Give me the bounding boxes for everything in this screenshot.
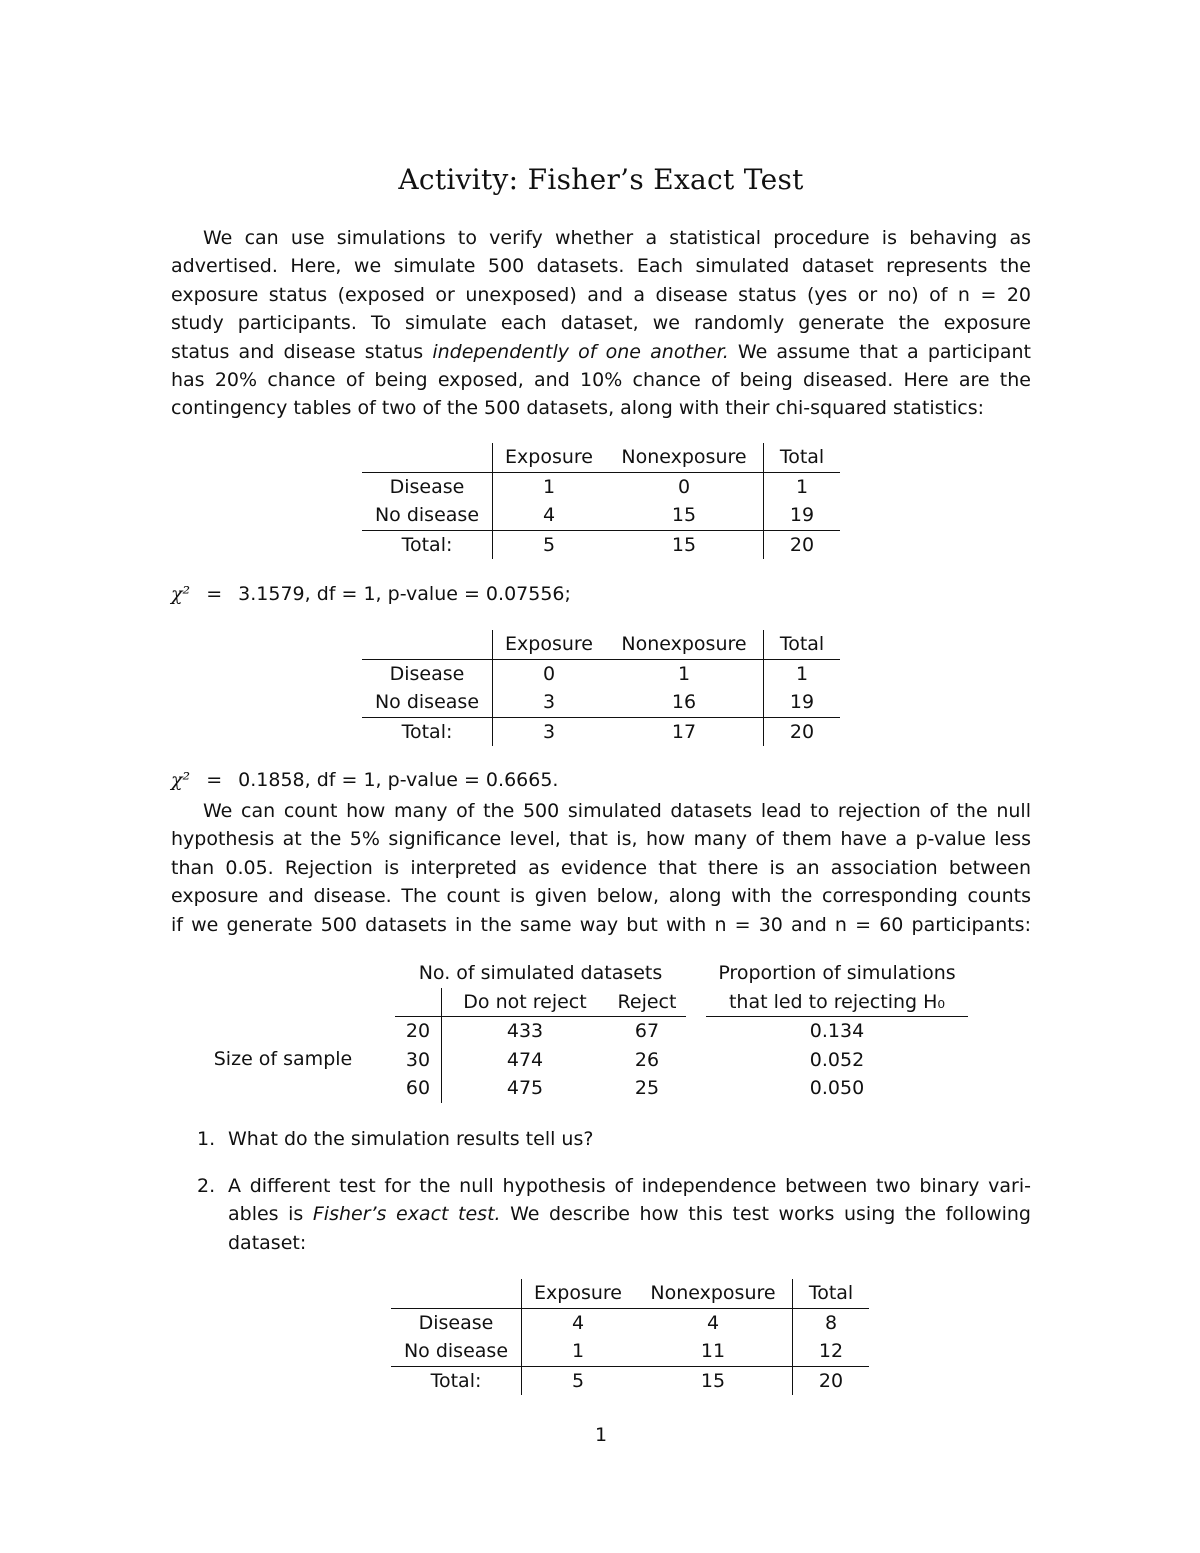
page-title: Activity: Fisher’s Exact Test [398, 163, 804, 196]
table-cell: 1 [522, 1337, 635, 1366]
middle-line: if we generate 500 datasets in the same way but with n = 30 and n = 60 participants: [171, 913, 1031, 936]
table-cell: 16 [671, 691, 697, 713]
stat-value: 0.1858, df = 1, p-value = 0.6665. [238, 769, 559, 791]
middle-paragraph [171, 797, 1031, 939]
table-row [362, 659, 840, 688]
table-row [362, 501, 840, 530]
table-cell: 19 [764, 501, 841, 530]
table-cell: 4 [522, 1308, 635, 1337]
row-label: Disease [418, 1311, 494, 1334]
table-header-cell [362, 443, 493, 472]
table-header-cell [362, 630, 493, 659]
sample-size: 60 [405, 1077, 431, 1099]
intro-line: exposure status (exposed or unexposed) and a disease status (yes or no) of n = 20 [171, 283, 1031, 306]
row-label: Disease [389, 662, 465, 685]
question-2 [171, 1172, 1031, 1262]
row-label: Total: [362, 530, 493, 559]
col-header-do-not-reject: Do not reject [442, 988, 609, 1017]
table-header-cell [391, 1279, 522, 1308]
table-header-cell: Nonexposure [605, 630, 764, 659]
table-cell: 1 [764, 472, 841, 501]
table-cell: 19 [764, 688, 841, 717]
table-cell: 0 [493, 659, 606, 688]
question-number: 2. [197, 1175, 216, 1197]
table-cell: 4 [706, 1311, 720, 1334]
table-cell: 20 [764, 717, 841, 746]
chi-symbol: χ² [171, 769, 191, 791]
chi-symbol: χ² [171, 583, 191, 605]
question-1 [171, 1125, 1031, 1155]
table-cell: 26 [634, 1048, 660, 1071]
table-cell: 5 [493, 530, 606, 559]
table-cell: 3 [493, 717, 606, 746]
table-cell: 5 [522, 1366, 635, 1395]
table-header-cell: Total [764, 443, 841, 472]
table-cell: 20 [793, 1366, 870, 1395]
middle-line: We can count how many of the 500 simulated datasets lead to rejection of the null [203, 800, 1031, 822]
row-label: Total: [391, 1366, 522, 1395]
question-text: What do the simulation results tell us? [228, 1128, 594, 1150]
intro-text: status and disease status [171, 340, 424, 363]
intro-paragraph [171, 224, 1031, 423]
table-cell: 17 [605, 717, 764, 746]
group-header: No. of simulated datasets [418, 962, 663, 984]
sample-size: 30 [405, 1048, 431, 1071]
table-cell: 25 [634, 1077, 660, 1099]
table-header-cell: Exposure [522, 1279, 635, 1308]
table-header-cell: Nonexposure [605, 443, 764, 472]
table-cell: 15 [634, 1366, 793, 1395]
table-cell: 0.050 [809, 1077, 865, 1099]
table-cell: 4 [493, 501, 606, 530]
table-header-cell: Nonexposure [634, 1279, 793, 1308]
table-cell: 1 [677, 662, 691, 685]
table-cell: 15 [671, 504, 697, 526]
sample-size: 20 [405, 1020, 431, 1042]
contingency-table-2 [362, 630, 840, 746]
intro-line: study participants. To simulate each dataset, we randomly generate the exposure [171, 312, 1031, 335]
intro-line: advertised. Here, we simulate 500 datasets. Each simulated dataset represents the [171, 255, 1031, 278]
table-row [391, 1308, 869, 1337]
contingency-table-3 [391, 1279, 869, 1395]
table-cell: 20 [764, 530, 841, 559]
question-text-part: We describe how this test works using the following [500, 1203, 1031, 1226]
row-label: Total: [362, 717, 493, 746]
intro-text: We assume that a participant [728, 340, 1031, 363]
table-cell: 0 [677, 475, 691, 498]
table-cell: 475 [442, 1074, 609, 1103]
table-row [362, 717, 840, 746]
question-line: dataset: [228, 1231, 307, 1254]
table-row [362, 688, 840, 717]
question-line [228, 1200, 1031, 1228]
table-cell: 1 [764, 659, 841, 688]
proportion-header: that led to rejecting H₀ [706, 988, 968, 1017]
middle-line: exposure and disease. The count is given below, along with the corresponding counts [171, 885, 1031, 908]
row-group-label: Size of sample [213, 1048, 353, 1071]
table-cell: 15 [605, 530, 764, 559]
intro-line: has 20% chance of being exposed, and 10% chance of being diseased. Here are the [171, 369, 1031, 392]
col-header-reject: Reject [608, 988, 686, 1017]
row-label: Disease [389, 475, 465, 498]
question-line: A different test for the null hypothesis of independence between two binary vari- [228, 1175, 1031, 1197]
row-label: No disease [374, 691, 480, 713]
table-row [171, 1017, 968, 1046]
question-number: 1. [197, 1128, 216, 1150]
question-text [228, 1172, 1031, 1257]
table-cell: 8 [793, 1308, 870, 1337]
intro-line: We can use simulations to verify whether a statistical procedure is behaving as [203, 227, 1031, 249]
intro-line: contingency tables of two of the 500 datasets, along with their chi-squared statistics: [171, 397, 985, 420]
table-cell: 11 [700, 1340, 726, 1362]
equals-sign: = [206, 769, 223, 791]
table-cell: 433 [442, 1017, 609, 1046]
table-cell: 0.052 [809, 1048, 865, 1071]
simulation-results-table [171, 959, 968, 1103]
table-cell: 67 [634, 1020, 660, 1042]
table-cell: 474 [442, 1046, 609, 1075]
table-cell: 12 [793, 1337, 870, 1366]
row-label: No disease [403, 1340, 509, 1362]
table-cell: 0.134 [809, 1020, 865, 1042]
fishers-exact-test-term: Fisher’s exact test. [312, 1203, 501, 1226]
chi-squared-result-1 [171, 583, 571, 605]
stat-value: 3.1579, df = 1, p-value = 0.07556; [238, 583, 571, 605]
intro-italic-phrase: independently of one another. [432, 340, 729, 363]
table-cell: 1 [493, 472, 606, 501]
middle-line: than 0.05. Rejection is interpreted as evidence that there is an association between [171, 856, 1031, 879]
contingency-table-1 [362, 443, 840, 559]
chi-squared-result-2 [171, 769, 558, 791]
table-header-cell: Exposure [493, 443, 606, 472]
intro-line [171, 338, 1031, 366]
question-text-part: ables is [228, 1203, 313, 1226]
equals-sign: = [206, 583, 223, 605]
page-number: 1 [594, 1424, 608, 1446]
table-row [391, 1337, 869, 1366]
row-label: No disease [374, 504, 480, 526]
table-row [362, 472, 840, 501]
table-row [391, 1366, 869, 1395]
table-header-cell: Exposure [493, 630, 606, 659]
proportion-header: Proportion of simulations [718, 962, 956, 984]
table-header-cell: Total [764, 630, 841, 659]
table-header-cell: Total [793, 1279, 870, 1308]
middle-line: hypothesis at the 5% significance level, that is, how many of them have a p-value less [171, 828, 1031, 851]
table-row [362, 530, 840, 559]
table-cell: 3 [493, 688, 606, 717]
